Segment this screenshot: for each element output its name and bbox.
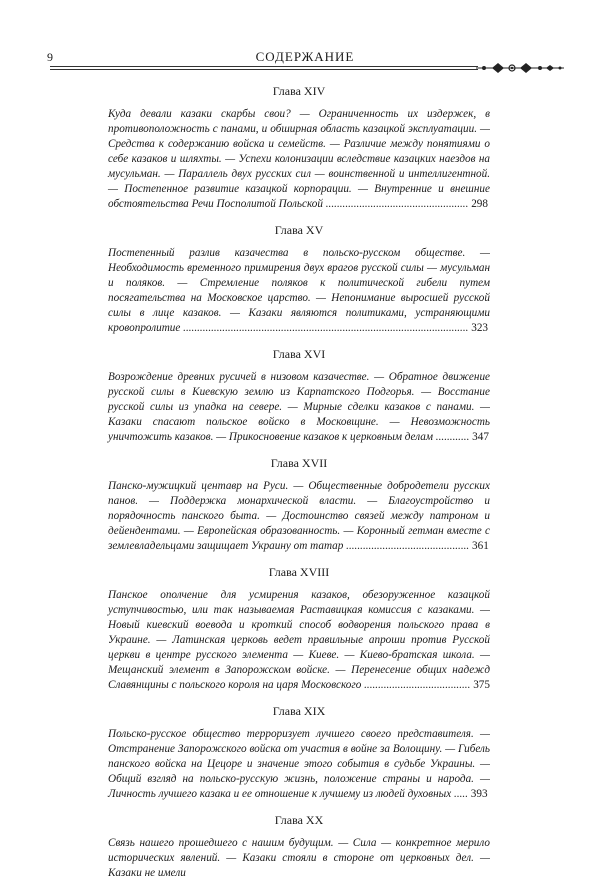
page-ref: 347 [472,431,489,443]
chapter-summary: Связь нашего прошедшего с нашим будущим. — Сила — конкретное мерило исторических явлений. — Казаки стояли в стороне от церковных дел. — Казаки не имели [108,837,490,879]
ornament-icon [476,59,564,77]
page-number: 9 [47,50,53,64]
toc-entry[interactable] [108,588,490,693]
toc-chapter-19 [108,704,490,802]
dot-leader: ................................................... [325,198,472,210]
chapter-summary: Польско-русское общество терроризует лучшего своего представителя. — Отстранение Запорожского войска от участия в войне за Волощину. — Гибель панского войска на Цецоре и значение этого события в судьбе Украины. — Общий взгляд на польско-русскую жизнь, положение страны и народа. — Личность лучшего казака и ее отношение к лучшему из людей духовных [108,728,490,800]
dot-leader: ..... [454,788,471,800]
toc-entry[interactable] [108,107,490,212]
chapter-summary: Возрождение древних русичей в низовом казачестве. — Обратное движение русской силы в Киевскую землю из Карпатского Подгорья. — Восстание русской силы из упадка на севере. — Мирные сделки казаков с панами. — Казаки спасают польское войско в Московщине. — Невозможность уничтожить казаков. — Прикосновение казаков к церковным делам [108,371,490,443]
page-header [0,46,610,76]
chapter-title: Глава XVII [270,456,328,470]
chapter-title: Глава XX [274,813,324,827]
dot-leader: ...................................................................................................... [183,322,472,334]
running-title: СОДЕРЖАНИЕ [255,49,355,64]
dot-leader: ...................................... [364,679,474,691]
page-ref: 298 [471,198,488,210]
page-ref: 393 [470,788,488,800]
header-rule-double [50,69,478,70]
toc-chapter-17 [108,456,490,554]
toc-entry[interactable] [108,246,490,336]
chapter-summary: Куда девали казаки скарбы свои? — Ограниченность их издержек, в противоположность с панами, и обширная область казацкой эксплуатации. — Средства к содержанию войска и семейств. — Различие между понятиями о себе казаков и шляхты. — Успехи колонизации вследствие казацких наездов на мусульман. — Параллель двух русских сил — воинственной и интеллигентной. — Постепенное развитие казацкой корпорации. — Внутренние и внешние обстоятельства Речи Посполитой Польской [108,108,490,210]
chapter-title: Глава XVI [272,347,326,361]
header-rule [50,66,478,67]
chapter-title: Глава XV [274,223,324,237]
chapter-summary: Панско-мужицкий центавр на Руси. — Общественные добродетели русских панов. — Поддержка монархической власти. — Благоустройство и порядочность панского быта. — Достоинство связей между патроном и дейендентами. — Европейская образованность. — Коронный гетман вместе с землевладельцами защищает Украину от татар [108,480,490,552]
toc-entry[interactable] [108,727,490,802]
toc-entry[interactable] [108,836,490,881]
chapter-title: Глава XVIII [268,565,330,579]
chapter-summary: Панское ополчение для усмирения казаков, обезоруженное казацкой уступчивостью, или так называемая Раставицкая комиссия с казаками. — Новый киевский воевода и кроткий способ водворения польского права в Украине. — Латинская церковь ведет правильные апроши против Русской церкви в центре русского элемента — Киеве. — Киево-братская школа. — Мещанский элемент в Запорожском войске. — Перенесение общих надежд Славянщины с польского короля на царя Московского [108,589,490,691]
dot-leader: ............ [435,431,473,443]
chapter-summary: Постепенный разлив казачества в польско-русском обществе. — Необходимость временного примирения двух врагов русской силы — мусульман и поляков. — Стремление поляков к политической гибели путем посягательства на Московское царство. — Непонимание выросшей русской силы в лице казаков. — Казаки являются политиками, устраняющими кровопролитие [108,247,490,334]
chapter-title: Глава XIV [272,84,326,98]
page-ref: 361 [472,540,489,552]
toc-entry[interactable] [108,370,490,445]
toc-entry[interactable] [108,479,490,554]
toc-chapter-16 [108,347,490,445]
dot-leader: ............................................ [346,540,473,552]
page-ref: 375 [473,679,490,691]
chapter-title: Глава XIX [272,704,326,718]
toc-chapter-20 [108,813,490,881]
page-ref: 323 [471,322,488,334]
toc-chapter-18 [108,565,490,693]
table-of-contents [108,84,490,892]
toc-chapter-15 [108,223,490,336]
toc-chapter-14 [108,84,490,212]
